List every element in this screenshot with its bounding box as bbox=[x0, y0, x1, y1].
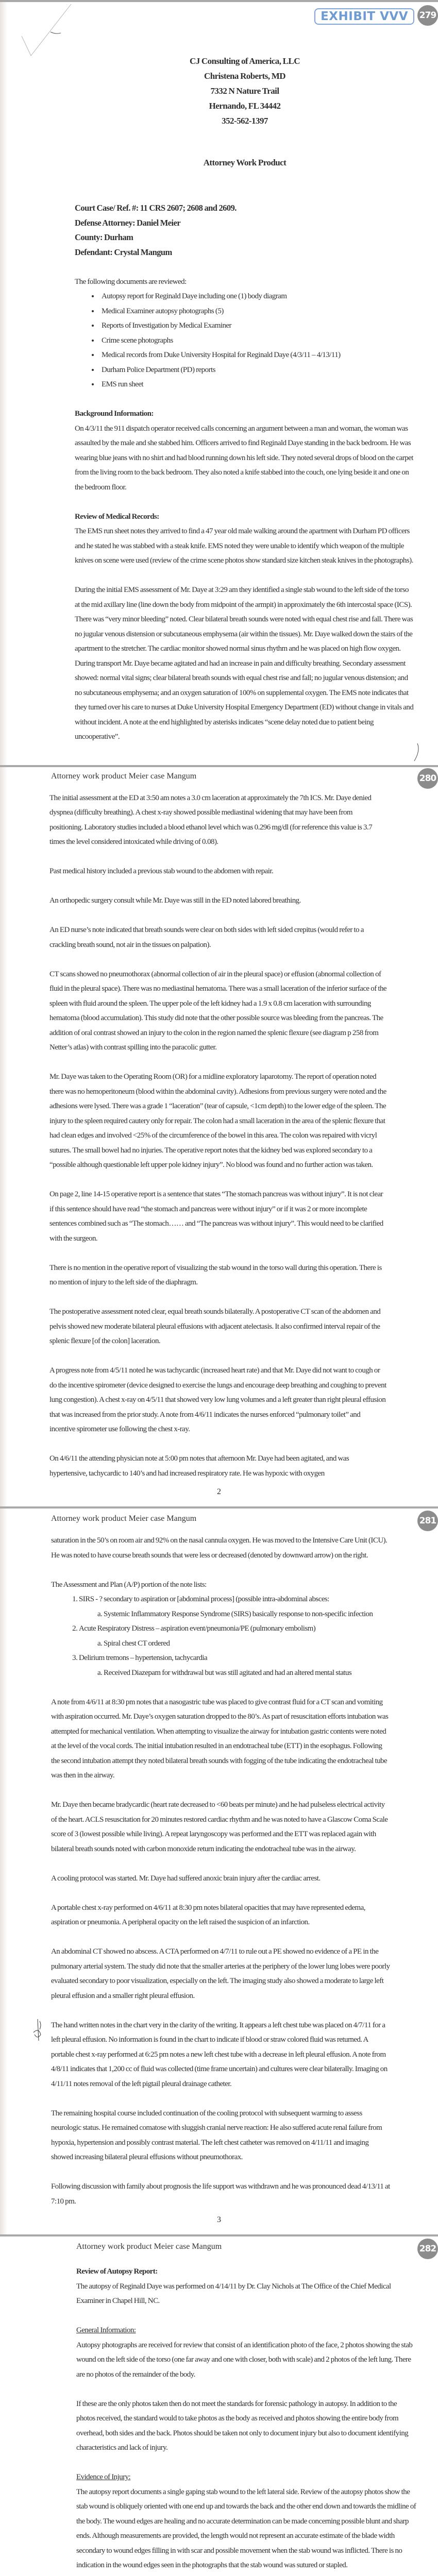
letterhead-name: Christena Roberts, MD bbox=[204, 71, 285, 81]
ap-item bbox=[79, 1651, 391, 1680]
county: County: Durham bbox=[75, 232, 133, 242]
letterhead bbox=[0, 54, 438, 128]
ap-item bbox=[79, 1621, 391, 1651]
ap-item-text: Delirium tremons – hypertension, tachycardia bbox=[79, 1654, 208, 1662]
ap-item-text: Acute Respiratory Distress – aspiration event/pneumonia/PE (pulmonary embolism) bbox=[79, 1624, 316, 1633]
general-information-heading: General Information: bbox=[76, 2326, 136, 2334]
paragraph: Autopsy photographs are received for review that consist of an identification photo of the face, 2 photos showing the stab wound on the left side of the torso (one far away and one with closer, both with scale) and 2 photos of the left lung. There are no photos of the remainder of the body. bbox=[76, 2341, 413, 2379]
handwritten-mark bbox=[407, 742, 428, 763]
ap-subitem: a. Spiral chest CT ordered bbox=[104, 1636, 391, 1651]
paragraph: During the initial EMS assessment of Mr. Daye at 3:29 am they identified a single stab wound to the left side of the torso at the mid axillary line (line down the body from midpoint of the armpit) in approximately the 6th intercostal space (ICS). There was “very minor bleeding” noted. Clear bilateral breath sounds were noted with equal chest rise and fall. There was no jugular venous distension or subcutaneous emphysema (air within the tissues). Mr. Daye walked down the stairs of the apartment to the stretcher. The cardiac monitor showed normal sinus rhythm and he was placed on high flow oxygen. During transport Mr. Daye became agitated and had an increase in pain and difficulty breathing. Secondary assessment showed: normal vital signs; clear bilateral breath sounds with equal chest rise and fall; no jugular venous distension; and no subcutaneous emphysema; and an oxygen saturation of 100% on supplemental oxygen. The EMS note indicates that they turned over his care to nurses at Duke University Hospital Emergency Department (ED) without change in vitals and without incident. A note at the end highlighted by asterisks indicates “scene delay noted due to patient being uncooperative”. bbox=[75, 586, 414, 741]
paragraph: A note from 4/6/11 at 8:30 pm notes that a nasogastric tube was placed to give contrast fluid for a CT scan and vomiting with aspiration occurred. Mr. Daye’s oxygen saturation dropped to the 80’s. As part of resuscitation efforts intubation was attempted for mechanical ventilation. When attempting to visualize the airway for intubation gastric contents were noted at the level of the vocal cords. The initial intubation resulted in an endotracheal tube (ETT) in the esophagus. Following the second intubation attempt they noted bilateral breath sounds with fogging of the tube indicating the endotracheal tube was then in the airway. bbox=[51, 1698, 389, 1780]
handwritten-initials bbox=[30, 2018, 46, 2044]
paragraph: The remaining hospital course included continuation of the cooling protocol with subsequent warming to assess neurologic status. He remained comatose with sluggish cranial nerve reaction: He also suffered acute renal failure from hypoxia, hypertension and possibly contrast material. The left chest catheter was removed on 4/11/11 and imaging showed increasing bilateral pleural effusions without pneumothorax. bbox=[51, 2109, 382, 2161]
document-title: Attorney Work Product bbox=[203, 158, 287, 167]
page-1-body bbox=[75, 201, 415, 744]
paragraph: On 4/3/11 the 911 dispatch operator received calls concerning an argument between a man and woman, the woman was assaulted by the male and she stabbed him. Officers arrived to find Reginald Daye standing in the back bedroom. He was wearing blue jeans with no shirt and had blood running down his left side. They noted several drops of blood on the carpet from the living room to the back bedroom. They also noted a knife stabbed into the couch, one lying beside it and one on the bedroom floor. bbox=[75, 424, 413, 492]
ap-subitem: a. Received Diazepam for withdrawal but was still agitated and had an altered mental status bbox=[104, 1666, 391, 1681]
document-item: • Autopsy report for Reginald Daye including one (1) body diagram bbox=[99, 289, 415, 304]
defense-attorney: Defense Attorney: Daniel Meier bbox=[75, 217, 181, 228]
paragraph: An orthopedic surgery consult while Mr. Daye was still in the ED noted labored breathing. bbox=[49, 896, 301, 905]
ap-item-text: SIRS - ? secondary to aspiration or [abdominal process] (possible intra-abdominal absces: bbox=[79, 1595, 329, 1603]
paper-fold-mark bbox=[20, 2, 76, 59]
ap-subitem: a. Systemic Inflammatory Response Syndrome (SIRS) basically response to non-specific infection bbox=[104, 1607, 391, 1622]
bates-number-badge: 282 bbox=[417, 2239, 438, 2259]
page-3-body bbox=[51, 1533, 391, 2209]
paragraph: A progress note from 4/5/11 noted he was tachycardic (increased heart rate) and that Mr. Daye did not want to cough or do the incentive spirometer (device designed to exercise the lungs and encourage deep breathing and coughing to prevent lung congestion). A chest x-ray on 4/5/11 that showed very low lung volumes and a left greater than right pleural effusion that was increased from the prior study. A note from 4/6/11 indicates the nurses enforced “pulmonary toilet” and incentive spirometer use following the chest x-ray. bbox=[49, 1366, 386, 1433]
page-number: 3 bbox=[217, 2215, 221, 2224]
paragraph: The postoperative assessment noted clear, equal breath sounds bilaterally. A postoperative CT scan of the abdomen and pelvis showed new moderate bilateral pleural effusions with adjacent atelectasis. It also confirmed interval repair of the splenic flexure [of the colon] laceration. bbox=[49, 1308, 381, 1345]
running-header: Attorney work product Meier case Mangum bbox=[76, 2242, 222, 2251]
running-header: Attorney work product Meier case Mangum bbox=[51, 771, 197, 781]
documents-list bbox=[75, 289, 415, 392]
paragraph: On page 2, line 14-15 operative report is a sentence that states “The stomach pancreas was without injury”. It is not clear if this sentence should have read “the stomach and pancreas were without injury” or if it was 2 or more incomplete sentences combined such as “The stomach…… and “The pancreas was without injury”. This would need to be clarified with the surgeon. bbox=[49, 1190, 383, 1243]
paragraph: Mr. Daye then became bradycardic (heart rate decreased to <60 beats per minute) and he had pulseless electrical activity of the heart. ACLS resuscitation for 20 minutes restored cardiac rhythm and he was noted to have a Glascow Coma Scale score of 3 (lowest possible while living). A repeat laryngoscopy was performed and the ETT was replaced again with bilateral breath sounds noted with carbon monoxide return indicating the endotracheal tube was in the airway. bbox=[51, 1801, 388, 1853]
paragraph: The autopsy report documents a single gaping stab wound to the left lateral side. Review of the autopsy photos show the stab wound is obliquely oriented with one end up and towards the back and the other end down and towards the midline of the body. The wound edges are healing and no accurate determination can be made concerning possible blunt and sharp ends. Although measurements are provided, the length would not represent an accurate estimate of the blade width secondary to wound edges filling in with scar and possible movement when the stab wound was inflicted. There is no indication in the wound edges seen in the photographs that the stab wound was sutured or stapled. bbox=[76, 2487, 416, 2569]
case-info bbox=[75, 201, 415, 260]
document-item: • Medical records from Duke University Hospital for Reginald Daye (4/3/11 – 4/13/11) bbox=[99, 348, 415, 363]
page-3 bbox=[0, 1509, 438, 2234]
scan-edge-shadow bbox=[0, 767, 7, 1507]
document-item: • Crime scene photographs bbox=[99, 333, 415, 348]
paragraph: The EMS run sheet notes they arrived to find a 47 year old male walking around the apartment with Durham PD officers and he stated he was stabbed with a steak knife. EMS noted they were unable to identify which weapon of the multiple knives on scene were used (review of the crime scene photos show standard size kitchen steak knives in the photographs). bbox=[75, 527, 413, 565]
document-item: • EMS run sheet bbox=[99, 377, 415, 392]
autopsy-heading: Review of Autopsy Report: bbox=[76, 2267, 158, 2276]
paragraph: If these are the only photos taken then do not meet the standards for forensic pathology in autopsy. In addition to the photos received, the standard would to take photos as the body as received and photos showing the entire body from overhead, both sides and the back. Photos should be taken not only to document injury but also to document identifying characteristics and lack of injury. bbox=[76, 2399, 409, 2452]
paragraph: The hand written notes in the chart very in the clarity of the writing. It appears a left chest tube was placed on 4/7/11 for a left pleural effusion. No information is found in the chart to indicate if blood or straw colored fluid was returned. A portable chest x-ray performed at 6:25 pm notes a new left chest tube with a decrease in left pleural effusion. A note from 4/8/11 indicates that 1,200 cc of fluid was collected (time frame uncertain) and cultures were clear bilaterally. Imaging on 4/11/11 notes removal of the left pigtail pleural drainage catheter. bbox=[51, 2021, 388, 2088]
letterhead-company: CJ Consulting of America, LLC bbox=[190, 56, 300, 66]
paragraph: Mr. Daye was taken to the Operating Room (OR) for a midline exploratory laparotomy. The report of operation noted there was no hemoperitoneum (blood within the abdominal cavity). Adhesions from previous surgery were noted and the adhesions were lysed. There was a grade 1 “laceration” (tear of capsule, <1cm depth) to the lower edge of the spleen. The injury to the spleen required cautery only for repair. The colon had a small laceration in the area of the splenic flexure that had clean edges and involved <25% of the circumference of the bowel in this area. The colon was repaired with vicryl sutures. The small bowel had no injuries. The operative report notes that the kidney bed was explored secondary to a “possible although questionable left upper pole kidney injury”. No blood was found and no further action was taken. bbox=[49, 1073, 386, 1169]
page-1 bbox=[0, 2, 438, 765]
paragraph: An abdominal CT showed no abscess. A CTA performed on 4/7/11 to rule out a PE showed no evidence of a PE in the pulmonary arterial system. The study did note that the smaller arteries at the periphery of the lower lung lobes were poorly evaluated secondary to poor visualization, especially on the left. The imaging study also showed a moderate to large left pleural effusion and a smaller right pleural effusion. bbox=[51, 1947, 390, 2000]
paragraph: A cooling protocol was started. Mr. Daye had suffered anoxic brain injury after the cardiac arrest. bbox=[51, 1874, 321, 1883]
bates-number-badge: 279 bbox=[417, 5, 438, 26]
page-2-body bbox=[49, 791, 387, 1481]
medical-records-heading: Review of Medical Records: bbox=[75, 512, 159, 521]
paragraph: CT scans showed no pneumothorax (abnormal collection of air in the pleural space) or effusion (abnormal collection of fluid in the pleural space). There was no mediastinal hematoma. There was a small laceration of the inferior surface of the spleen with fluid around the spleen. The upper pole of the left kidney had a 1.9 x 0.8 cm laceration with surrounding hematoma (blood accumulation). This study did note that the other possible source was bleeding from the pancreas. The addition of oral contrast showed an injury to the colon in the region named the splenic flexure (see diagram p 258 from Netter’s atlas) with contrast spilling into the paracolic gutter. bbox=[49, 970, 387, 1052]
case-reference: Court Case/ Ref. #: 11 CRS 2607; 2608 and 2609. bbox=[75, 203, 237, 213]
page-2 bbox=[0, 767, 438, 1507]
documents-intro: The following documents are reviewed: bbox=[75, 277, 187, 286]
letterhead-street: 7332 N Nature Trail bbox=[210, 86, 279, 96]
bates-number-badge: 280 bbox=[417, 768, 438, 789]
running-header: Attorney work product Meier case Mangum bbox=[51, 1514, 197, 1523]
paragraph: saturation in the 50’s on room air and 92% on the nasal cannula oxygen. He was moved to the Intensive Care Unit (ICU). He was noted to have course breath sounds that were less or decreased (denoted by downward arrow) on the right. bbox=[51, 1536, 388, 1560]
scan-edge-shadow bbox=[0, 2, 7, 765]
paragraph: An ED nurse’s note indicated that breath sounds were clear on both sides with left sided crepitus (would refer to a crackling breath sound, not air in the tissues on palpation). bbox=[49, 926, 364, 949]
exhibit-sticker: EXHIBIT VVV bbox=[314, 8, 414, 25]
paragraph: A portable chest x-ray performed on 4/6/11 at 8:30 pm notes bilateral opacities that may have represented edema, aspiration or pneumonia. A peripheral opacity on the left raised the suspicion of an infarction. bbox=[51, 1903, 365, 1926]
paragraph: The autopsy of Reginald Daye was performed on 4/14/11 by Dr. Clay Nichols at The Office of the Chief Medical Examiner in Chapel Hill, NC. bbox=[76, 2282, 391, 2305]
paragraph: The initial assessment at the ED at 3:50 am notes a 3.0 cm laceration at approximately the 7th ICS. Mr. Daye denied dyspnea (difficulty breathing). A chest x-ray showed possible mediastinal widening that may have been from positioning. Laboratory studies included a blood ethanol level which was 0.296 mg/dl (for reference this value is 3.7 times the level considered intoxicated while driving of 0.08). bbox=[49, 793, 373, 846]
assessment-plan-list bbox=[51, 1592, 391, 1680]
page-4 bbox=[0, 2236, 438, 2576]
ap-item bbox=[79, 1592, 391, 1621]
assessment-plan-intro: The Assessment and Plan (A/P) portion of the note lists: bbox=[51, 1580, 207, 1589]
page-number: 2 bbox=[217, 1487, 221, 1496]
page-4-body bbox=[76, 2264, 416, 2576]
documents-reviewed bbox=[75, 275, 415, 392]
paragraph: There is no mention in the operative report of visualizing the stab wound in the torso wall during this operation. There is no mention of injury to the left side of the diaphragm. bbox=[49, 1263, 382, 1286]
paragraph: Following discussion with family about prognosis the life support was withdrawn and he was pronounced dead 4/13/11 at 7:10 pm. bbox=[51, 2182, 390, 2206]
letterhead-city: Hernando, FL 34442 bbox=[209, 101, 281, 111]
document-item: • Durham Police Department (PD) reports bbox=[99, 363, 415, 378]
paragraph: Past medical history included a previous stab wound to the abdomen with repair. bbox=[49, 867, 274, 875]
evidence-of-injury-heading: Evidence of Injury: bbox=[76, 2473, 131, 2481]
document-item: • Reports of Investigation by Medical Examiner bbox=[99, 318, 415, 333]
paragraph: On 4/6/11 the attending physician note at 5:00 pm notes that afternoon Mr. Daye had been agitated, and was hypertensive, tachycardic to 140’s and had increased respiratory rate. He was hypoxic with oxygen bbox=[49, 1454, 349, 1478]
document-item: • Medical Examiner autopsy photographs (5) bbox=[99, 304, 415, 319]
defendant: Defendant: Crystal Mangum bbox=[75, 247, 172, 257]
scan-edge-shadow bbox=[0, 1509, 7, 2234]
bates-number-badge: 281 bbox=[417, 1511, 438, 1531]
background-heading: Background Information: bbox=[75, 410, 154, 418]
letterhead-phone: 352-562-1397 bbox=[222, 116, 268, 126]
